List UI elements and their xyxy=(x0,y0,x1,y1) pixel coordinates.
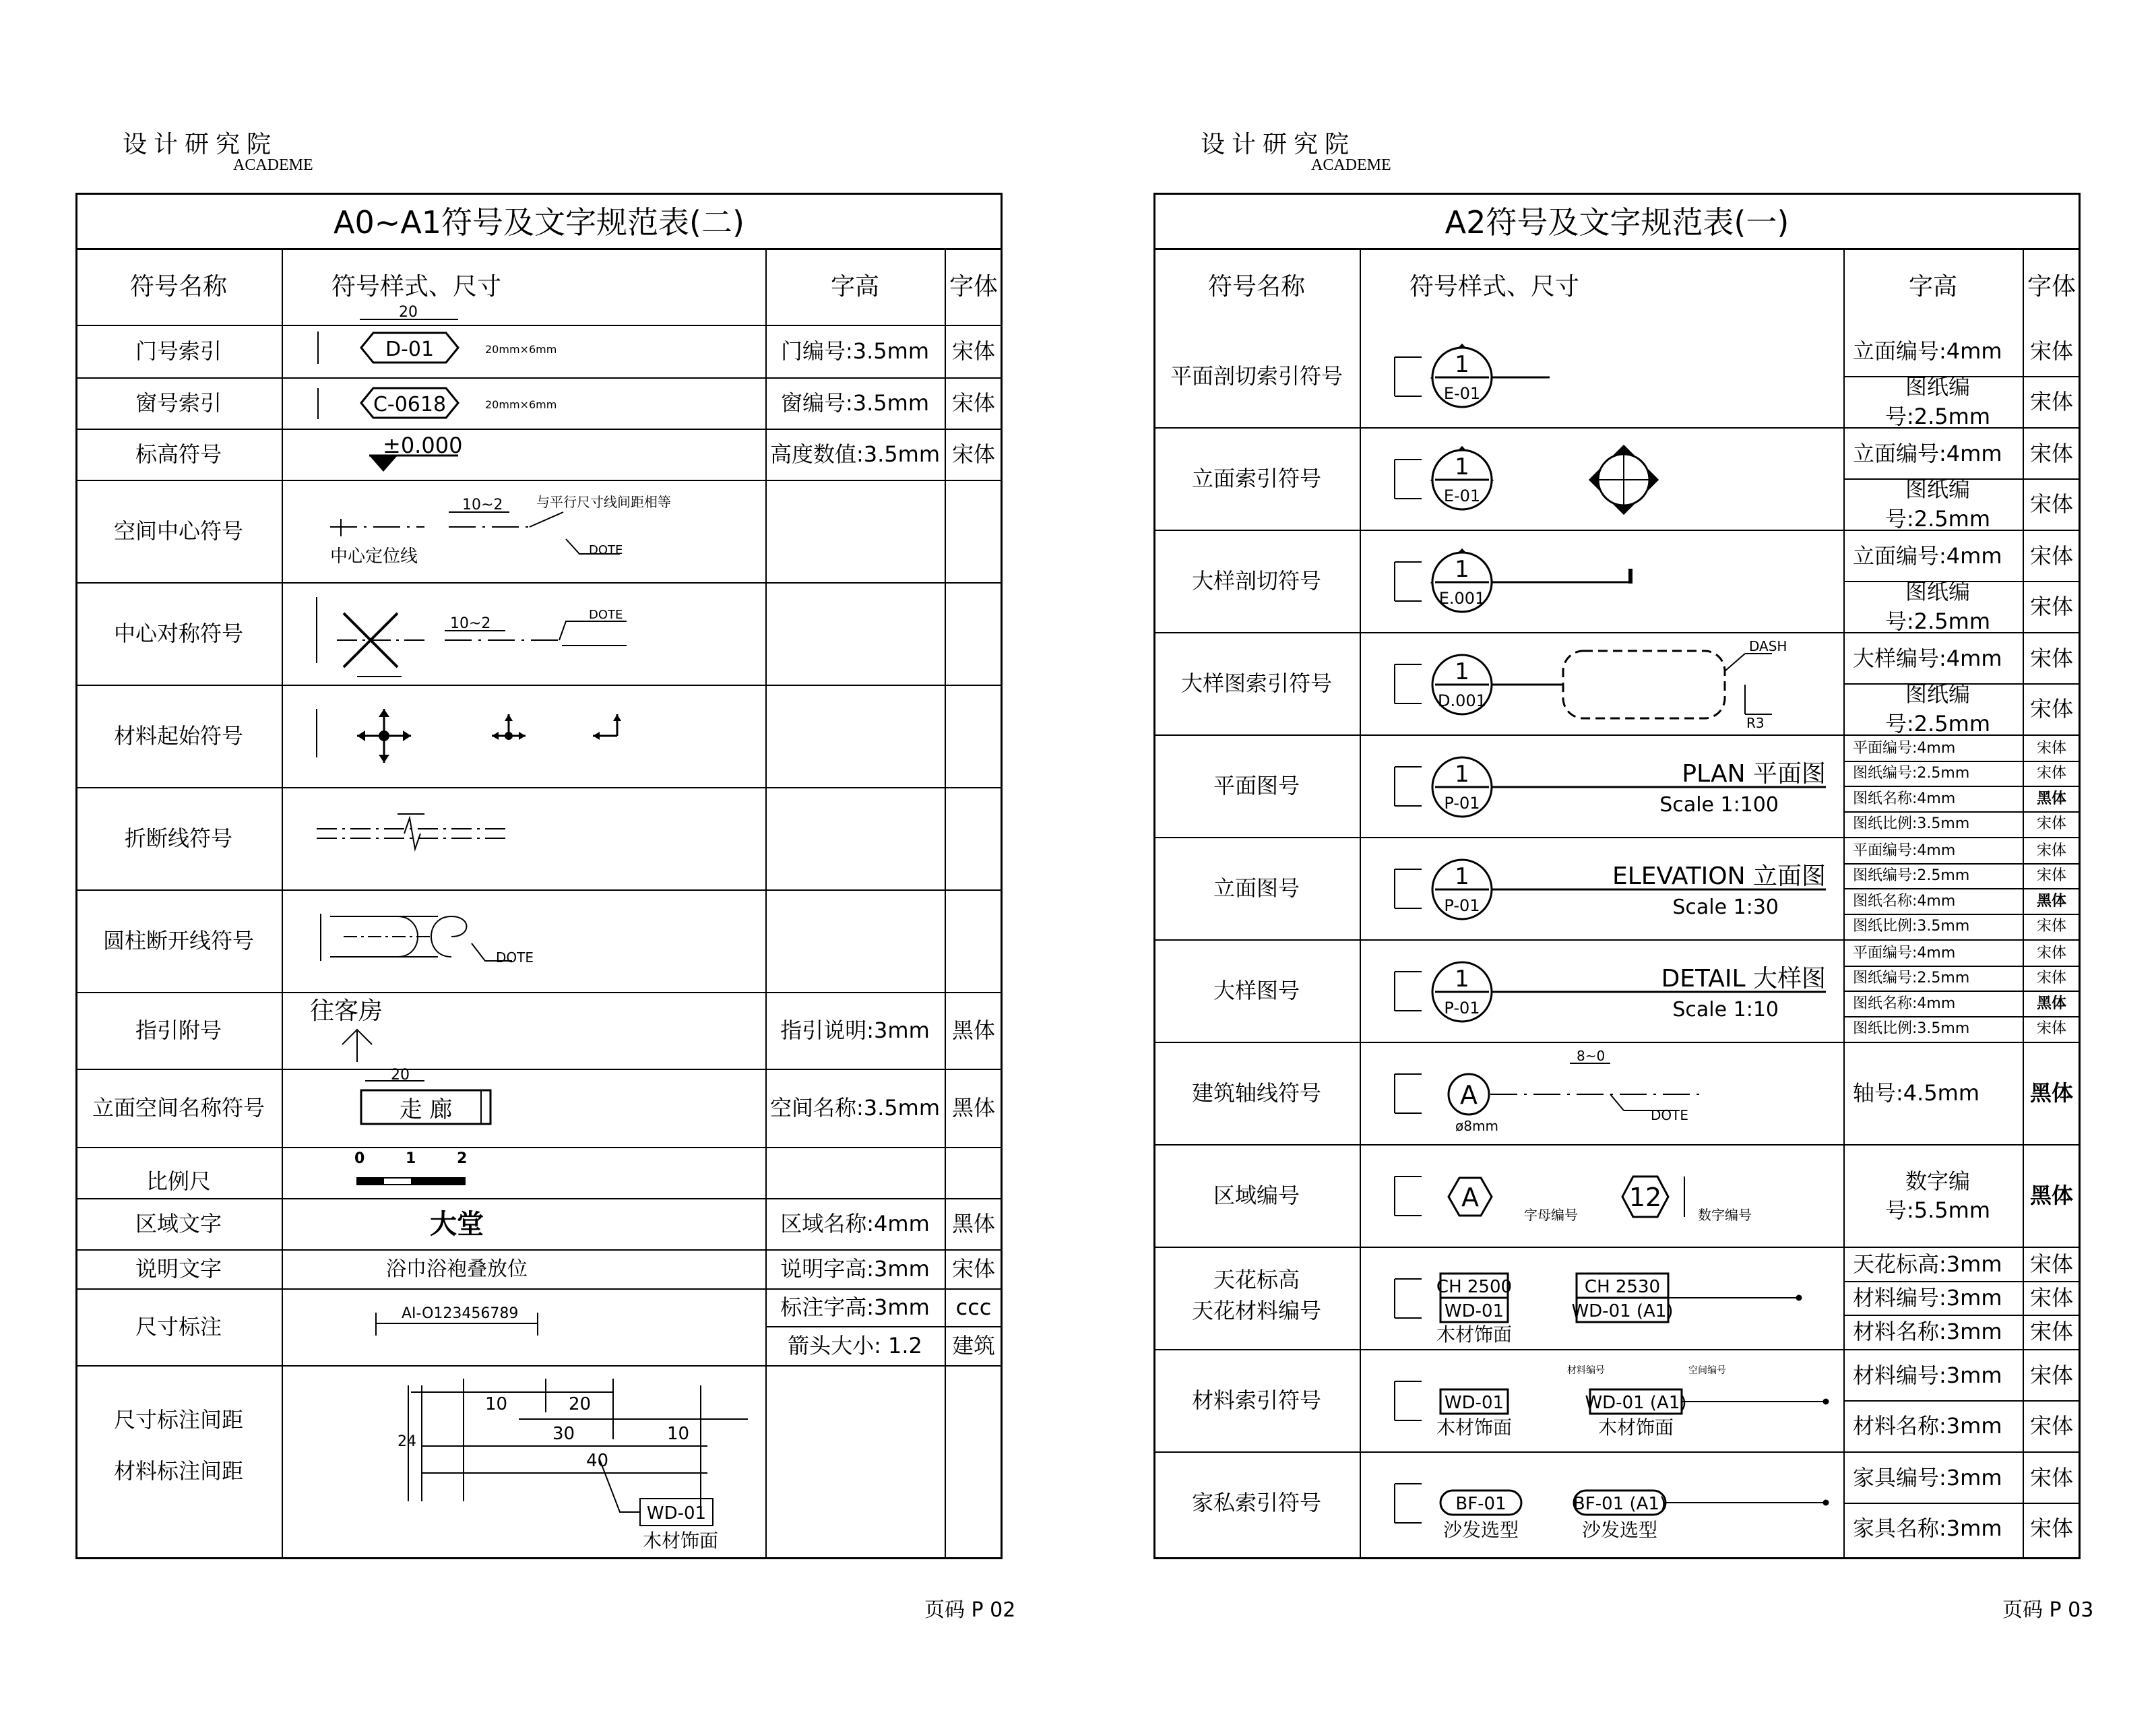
center-symmetric-symbol xyxy=(290,582,761,685)
material-name: 木材饰面 xyxy=(1597,1416,1674,1439)
row-font: 宋体 xyxy=(2036,867,2066,885)
scale-tick-2: 2 xyxy=(457,1150,468,1167)
row-height: 立面编号:4mm xyxy=(1853,542,2002,569)
row-height: 图纸编号:2.5mm xyxy=(1884,476,1991,532)
row-font: 宋体 xyxy=(2029,338,2073,364)
row-name: 圆柱断开线符号 xyxy=(102,928,254,954)
drawing-title: DETAIL 大样图 xyxy=(1661,965,1826,993)
row-font: 宋体 xyxy=(2029,1464,2073,1491)
radius-note: R3 xyxy=(1746,715,1765,731)
space-center-dote: DOTE xyxy=(589,543,623,557)
row-font: 宋体 xyxy=(2029,1285,2073,1311)
index-code: D.001 xyxy=(1438,691,1486,710)
row-height: 说明字高:3mm xyxy=(780,1256,930,1282)
header-style: 符号样式、尺寸 xyxy=(331,272,501,301)
axis-size-note: ø8mm xyxy=(1455,1118,1498,1134)
row-name: 指引附号 xyxy=(135,1017,222,1044)
space-center-label: 中心定位线 xyxy=(330,546,418,567)
window-size-note: 20mm×6mm xyxy=(485,398,557,411)
leader-symbol xyxy=(290,992,761,1069)
door-size-note: 20mm×6mm xyxy=(485,343,557,356)
material-code: WD-01 xyxy=(1444,1301,1504,1321)
symbol-drawing-8 xyxy=(1368,1043,1839,1144)
row-height: 材料名称:3mm xyxy=(1853,1412,2002,1439)
row-font: 宋体 xyxy=(2029,1412,2073,1439)
scale-bar-symbol xyxy=(290,1147,761,1198)
row-height: 箭头大小: 1.2 xyxy=(788,1333,922,1359)
door-dim-label: 20 xyxy=(399,304,418,321)
zone-number: 12 xyxy=(1628,1183,1662,1212)
symbol-drawing-7 xyxy=(1368,941,1839,1042)
row-font: 宋体 xyxy=(951,338,995,365)
row-name: 材料标注间距 xyxy=(113,1458,243,1484)
row-font: 黑体 xyxy=(951,1095,995,1121)
label-box xyxy=(1563,651,1725,718)
row-name: 大样剖切符号 xyxy=(1191,568,1321,594)
row-height: 图纸比例:3.5mm xyxy=(1853,918,1970,935)
row-font: 宋体 xyxy=(2029,491,2073,517)
window-label: C-0618 xyxy=(373,393,447,416)
right-table-title: A2符号及文字规范表(一) xyxy=(1153,193,2081,250)
row-name: 材料索引符号 xyxy=(1191,1387,1321,1414)
drawing-line xyxy=(1725,654,1745,671)
row-font: 宋体 xyxy=(2029,645,2073,671)
page-number: 页码 P 03 xyxy=(2002,1598,2094,1622)
row-font: 宋体 xyxy=(2036,739,2066,757)
row-height: 材料名称:3mm xyxy=(1853,1319,2002,1345)
furniture-code: BF-01 (A1) xyxy=(1573,1494,1667,1514)
index-code: E-01 xyxy=(1443,487,1481,505)
drawing-scale: Scale 1:10 xyxy=(1672,998,1779,1022)
drawing-title: ELEVATION 立面图 xyxy=(1612,862,1826,890)
symbol-drawing-9 xyxy=(1368,1146,1839,1247)
org-name-en: ACADEME xyxy=(233,156,313,174)
row-name: 天花材料编号 xyxy=(1191,1298,1321,1324)
row-height: 家具编号:3mm xyxy=(1853,1464,2002,1491)
dimension-symbol xyxy=(290,1288,761,1365)
row-font: 宋体 xyxy=(2029,593,2073,619)
symbol-drawing-5 xyxy=(1368,736,1839,837)
page-number: 页码 P 02 xyxy=(924,1598,1016,1622)
index-number: 1 xyxy=(1455,863,1469,890)
drawing-scale: Scale 1:100 xyxy=(1659,793,1779,817)
center-sym-dim: 10~2 xyxy=(450,615,491,632)
row-name: 天花标高 xyxy=(1213,1267,1300,1293)
row-name: 窗号索引 xyxy=(135,390,222,416)
row-font: 宋体 xyxy=(2029,440,2073,466)
header-font: 字体 xyxy=(949,272,998,301)
row-name: 比例尺 xyxy=(146,1168,211,1195)
spacing-dim: 10 xyxy=(485,1394,508,1414)
index-code: E.001 xyxy=(1438,589,1486,608)
spacing-dim: 10 xyxy=(667,1424,690,1444)
row-height: 图纸编号:2.5mm xyxy=(1884,681,1991,736)
zone-number-note: 数字编号 xyxy=(1698,1207,1752,1223)
header-font: 字体 xyxy=(2027,272,2076,301)
header-height: 字高 xyxy=(1908,272,1957,301)
row-name: 平面剖切索引符号 xyxy=(1170,363,1343,389)
material-code: WD-01 (A1) xyxy=(1571,1301,1674,1321)
row-font: 黑体 xyxy=(2036,790,2066,807)
row-name: 门号索引 xyxy=(135,338,222,365)
elevation-mark-symbol xyxy=(290,429,761,482)
symbol-drawing-10 xyxy=(1368,1248,1839,1349)
material-start-symbol xyxy=(290,685,761,787)
col-line xyxy=(282,248,283,1559)
index-code: E-01 xyxy=(1443,384,1481,403)
symbol-drawing-6 xyxy=(1368,838,1839,939)
drawing-scale: Scale 1:30 xyxy=(1672,896,1779,919)
row-name: 尺寸标注间距 xyxy=(113,1407,243,1433)
space-code-note: 空间编号 xyxy=(1688,1365,1726,1376)
dimension-label: AI-O123456789 xyxy=(402,1305,519,1322)
axis-label: A xyxy=(1460,1080,1478,1110)
row-name: 家私索引符号 xyxy=(1191,1490,1321,1516)
row-height: 图纸名称:4mm xyxy=(1853,790,1956,807)
row-height: 图纸编号:2.5mm xyxy=(1884,579,1991,634)
row-name: 建筑轴线符号 xyxy=(1191,1080,1321,1106)
row-height: 立面编号:4mm xyxy=(1853,440,2002,466)
material-name: 木材饰面 xyxy=(1436,1323,1513,1346)
index-code: P-01 xyxy=(1444,999,1480,1017)
row-height: 图纸编号:2.5mm xyxy=(1853,765,1970,782)
symbol-drawing-11 xyxy=(1368,1350,1839,1451)
row-font: 宋体 xyxy=(2036,765,2066,782)
material-code: WD-01 xyxy=(1444,1393,1504,1413)
row-font: 宋体 xyxy=(951,1256,995,1282)
symbol-drawing-2 xyxy=(1368,429,1839,530)
index-circle xyxy=(1824,1501,1828,1505)
row-height: 指引说明:3mm xyxy=(780,1017,930,1044)
row-name: 立面索引符号 xyxy=(1191,466,1321,492)
center-sym-dote: DOTE xyxy=(589,608,623,622)
space-name-symbol xyxy=(290,1069,761,1147)
door-index-symbol xyxy=(290,296,761,377)
header-name: 符号名称 xyxy=(1207,272,1305,301)
index-code: P-01 xyxy=(1444,794,1480,813)
header-height: 字高 xyxy=(830,272,879,301)
row-font: 黑体 xyxy=(2036,892,2066,910)
row-name: 说明文字 xyxy=(135,1256,222,1282)
material-name: 木材饰面 xyxy=(1436,1416,1513,1439)
row-height: 图纸比例:3.5mm xyxy=(1853,815,1970,833)
index-number: 1 xyxy=(1455,556,1469,583)
row-height: 平面编号:4mm xyxy=(1853,842,1956,859)
row-font: 宋体 xyxy=(951,390,995,416)
spacing-dim: 30 xyxy=(552,1424,575,1444)
scale-tick-1: 1 xyxy=(406,1150,416,1167)
row-name: 区域编号 xyxy=(1213,1183,1300,1209)
row-font: 黑体 xyxy=(2029,1080,2073,1106)
row-height: 数字编号:5.5mm xyxy=(1884,1168,1991,1223)
axis-dim: 8~0 xyxy=(1577,1048,1606,1064)
row-font: 宋体 xyxy=(2029,542,2073,569)
index-number: 1 xyxy=(1455,453,1469,480)
row-height: 平面编号:4mm xyxy=(1853,739,1956,757)
row-font: 宋体 xyxy=(2029,388,2073,414)
row-height: 空间名称:3.5mm xyxy=(769,1095,941,1121)
space-name-dim: 20 xyxy=(391,1067,410,1084)
column-break-dote: DOTE xyxy=(496,949,534,966)
material-code-note: 材料编号 xyxy=(1567,1365,1605,1376)
row-height: 高度数值:3.5mm xyxy=(769,441,941,468)
spacing-dim: 40 xyxy=(586,1451,609,1471)
row-name: 尺寸标注 xyxy=(135,1314,222,1340)
row-height: 区域名称:4mm xyxy=(780,1211,930,1237)
row-height: 窗编号:3.5mm xyxy=(780,390,930,416)
row-font: 宋体 xyxy=(2029,1251,2073,1278)
row-name: 平面图号 xyxy=(1213,773,1300,799)
symbol-drawing-1 xyxy=(1368,326,1839,427)
index-number: 1 xyxy=(1455,351,1469,378)
row-font: 宋体 xyxy=(2036,944,2066,962)
row-height: 门编号:3.5mm xyxy=(780,338,930,365)
header-name: 符号名称 xyxy=(129,272,227,301)
ceiling-code: CH 2530 xyxy=(1584,1277,1661,1297)
org-name-cn: 设计研究院 xyxy=(123,131,278,158)
row-name: 大样图索引符号 xyxy=(1180,670,1332,697)
row-height: 图纸编号:2.5mm xyxy=(1853,867,1970,885)
spacing-total: 24 xyxy=(398,1433,416,1450)
row-font: ccc xyxy=(955,1294,992,1321)
row-name: 材料起始符号 xyxy=(113,723,243,749)
row-height: 平面编号:4mm xyxy=(1853,944,1956,962)
row-name: 空间中心符号 xyxy=(113,518,243,544)
spacing-symbol xyxy=(290,1365,761,1561)
symbol-drawing-3 xyxy=(1368,531,1839,632)
row-font: 宋体 xyxy=(2029,1515,2073,1541)
furniture-name: 沙发选型 xyxy=(1581,1519,1658,1541)
scale-tick-0: 0 xyxy=(354,1150,365,1167)
index-code: P-01 xyxy=(1444,896,1480,915)
door-label: D-01 xyxy=(385,338,435,361)
row-font: 黑体 xyxy=(2029,1183,2073,1209)
right-page xyxy=(1078,0,2156,1725)
zone-letter: A xyxy=(1461,1183,1479,1212)
drawing-line xyxy=(1610,1094,1624,1110)
row-font: 宋体 xyxy=(2029,695,2073,722)
spacing-material-name: 木材饰面 xyxy=(643,1530,719,1552)
row-font: 宋体 xyxy=(2036,918,2066,935)
spacing-dim: 20 xyxy=(569,1394,592,1414)
dash-note: DASH xyxy=(1749,638,1787,654)
index-number: 1 xyxy=(1455,966,1469,993)
space-center-note: 与平行尺寸线间距相等 xyxy=(536,494,671,510)
row-font: 黑体 xyxy=(2036,995,2066,1012)
row-height: 图纸名称:4mm xyxy=(1853,995,1956,1012)
space-name-label: 走 廊 xyxy=(399,1096,453,1123)
row-height: 家具名称:3mm xyxy=(1853,1515,2002,1541)
row-name: 大样图号 xyxy=(1213,978,1300,1004)
symbol-drawing-12 xyxy=(1368,1453,1839,1554)
row-font: 建筑 xyxy=(951,1333,995,1359)
window-index-symbol xyxy=(290,377,761,431)
row-height: 天花标高:3mm xyxy=(1853,1251,2002,1278)
symbol-drawing-4 xyxy=(1368,633,1839,734)
furniture-code: BF-01 xyxy=(1455,1494,1507,1514)
material-code: WD-01 (A1) xyxy=(1585,1393,1687,1413)
row-font: 宋体 xyxy=(2036,970,2066,987)
space-center-dim: 10~2 xyxy=(462,497,503,513)
org-name-en: ACADEME xyxy=(1311,156,1391,174)
note-text-sample: 浴巾浴袍叠放位 xyxy=(386,1257,528,1281)
header-style: 符号样式、尺寸 xyxy=(1409,272,1579,301)
spacing-material-code: WD-01 xyxy=(646,1503,707,1524)
leader-label: 往客房 xyxy=(310,997,383,1025)
row-name: 折断线符号 xyxy=(124,825,232,852)
row-height: 材料编号:3mm xyxy=(1853,1362,2002,1388)
area-text-sample: 大堂 xyxy=(430,1209,484,1240)
row-height: 轴号:4.5mm xyxy=(1853,1080,1980,1106)
row-height: 标注字高:3mm xyxy=(780,1294,930,1321)
row-font: 宋体 xyxy=(2036,842,2066,859)
row-font: 黑体 xyxy=(951,1211,995,1237)
row-height: 图纸编号:2.5mm xyxy=(1884,374,1991,429)
org-name-cn: 设计研究院 xyxy=(1201,131,1356,158)
row-font: 宋体 xyxy=(2029,1319,2073,1345)
row-font: 宋体 xyxy=(951,441,995,468)
row-height: 材料编号:3mm xyxy=(1853,1285,2002,1311)
ceiling-code: CH 2500 xyxy=(1436,1277,1513,1297)
furniture-name: 沙发选型 xyxy=(1442,1519,1519,1541)
row-name: 立面空间名称符号 xyxy=(92,1095,265,1121)
row-font: 宋体 xyxy=(2036,815,2066,833)
col-line xyxy=(1360,248,1361,1559)
index-circle xyxy=(1797,1296,1801,1300)
row-height: 图纸编号:2.5mm xyxy=(1853,970,1970,987)
row-font: 宋体 xyxy=(2029,1362,2073,1388)
index-number: 1 xyxy=(1455,761,1469,788)
column-break-symbol xyxy=(290,889,761,992)
row-name: 立面图号 xyxy=(1213,875,1300,902)
row-height: 大样编号:4mm xyxy=(1853,645,2002,671)
row-name: 标高符号 xyxy=(135,441,222,468)
row-height: 立面编号:4mm xyxy=(1853,338,2002,364)
left-table-title: A0~A1符号及文字规范表(二) xyxy=(75,193,1003,250)
zone-letter-note: 字母编号 xyxy=(1524,1207,1578,1223)
drawing-title: PLAN 平面图 xyxy=(1682,760,1826,788)
row-font: 宋体 xyxy=(2036,1020,2066,1038)
break-line-symbol xyxy=(290,787,761,889)
axis-dote: DOTE xyxy=(1651,1107,1688,1123)
row-height: 图纸名称:4mm xyxy=(1853,892,1956,910)
row-name: 中心对称符号 xyxy=(113,621,243,647)
row-height: 图纸比例:3.5mm xyxy=(1853,1020,1970,1038)
index-number: 1 xyxy=(1455,658,1469,685)
row-font: 黑体 xyxy=(951,1017,995,1044)
space-center-symbol xyxy=(290,480,761,582)
index-circle xyxy=(1824,1400,1828,1404)
row-name: 区域文字 xyxy=(135,1211,222,1237)
elevation-value: ±0.000 xyxy=(383,433,463,458)
